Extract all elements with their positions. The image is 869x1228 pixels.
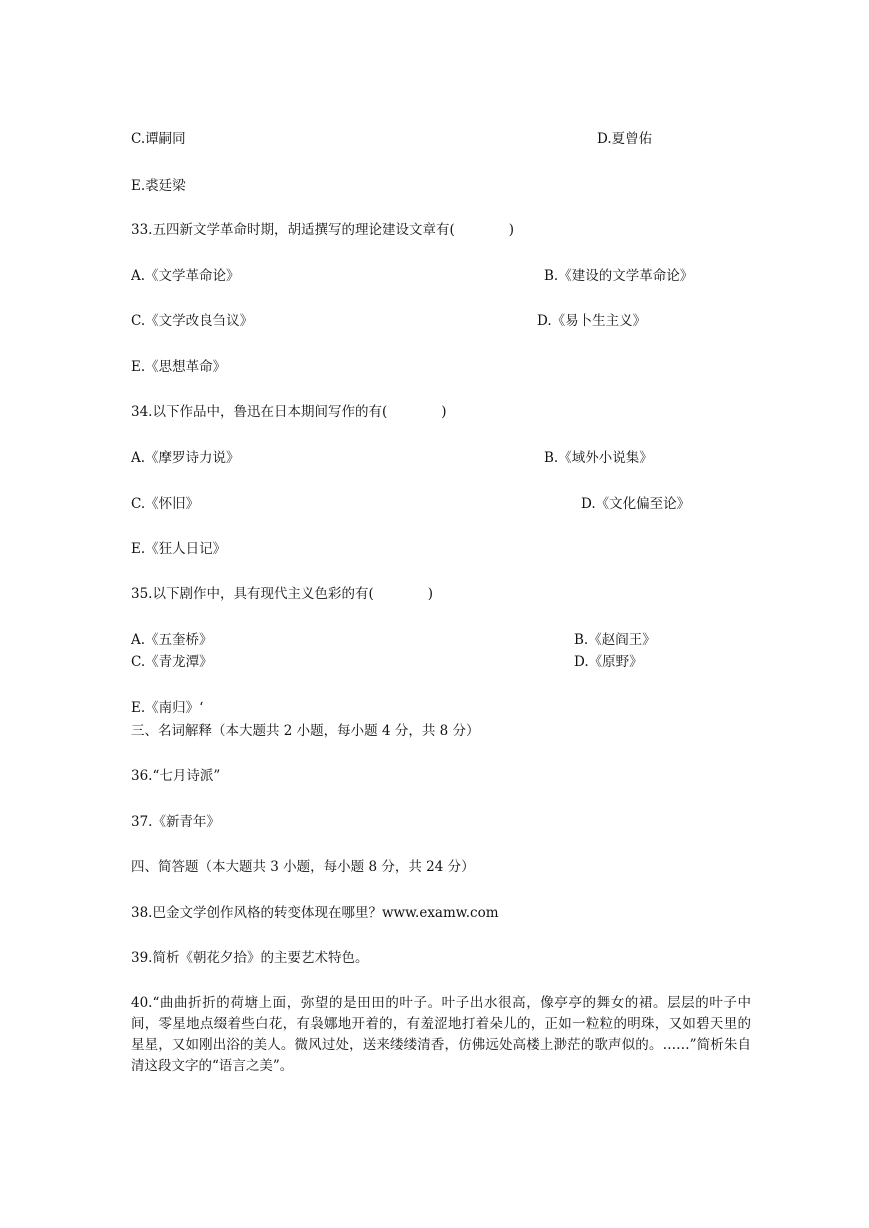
- section3-title: 三、名词解释（本大题共 2 小题，每小题 4 分，共 8 分）: [131, 723, 480, 739]
- q35-question: 35.以下剧作中，具有现代主义色彩的有( ): [131, 586, 434, 602]
- q34-option-a: A.《摩罗诗力说》: [131, 450, 240, 466]
- section4-title: 四、简答题（本大题共 3 小题，每小题 8 分，共 24 分）: [131, 859, 475, 875]
- q33-question: 33.五四新文学革命时期，胡适撰写的理论建设文章有( ): [131, 222, 515, 238]
- q35-option-b: B.《赵阎王》: [574, 632, 656, 648]
- q34-option-e: E.《狂人日记》: [131, 541, 227, 557]
- q33-option-a: A.《文学革命论》: [131, 268, 240, 284]
- q32-option-e: E.裘廷梁: [131, 178, 186, 194]
- q35-option-e: E.《南归》‘: [131, 700, 204, 716]
- q34-question: 34.以下作品中，鲁迅在日本期间写作的有( ): [131, 404, 447, 420]
- q33-option-e: E.《思想革命》: [131, 359, 227, 375]
- q34-option-d: D.《文化偏至论》: [581, 496, 691, 512]
- q39-question: 39.简析《朝花夕拾》的主要艺术特色。: [131, 950, 369, 966]
- q32-option-d: D.夏曾佑: [597, 131, 653, 147]
- q33-option-b: B.《建设的文学革命论》: [544, 268, 694, 284]
- q33-option-d: D.《易卜生主义》: [537, 313, 647, 329]
- q35-option-a: A.《五奎桥》: [131, 632, 213, 648]
- q35-option-d: D.《原野》: [574, 654, 643, 670]
- q35-option-c: C.《青龙潭》: [131, 654, 213, 670]
- q32-option-c: C.谭嗣同: [131, 131, 186, 147]
- q34-option-b: B.《域外小说集》: [544, 450, 653, 466]
- q40-question: 40.“曲曲折折的荷塘上面，弥望的是田田的叶子。叶子出水很高，像亭亭的舞女的裙。层层的叶子中间，零星地点缀着些白花，有袅娜地开着的，有羞涩地打着朵儿的，正如一粒粒的明珠，又如碧天里的星星，又如刚出浴的美人。微风过处，送来缕缕清香，仿佛远处高楼上渺茫的歌声似的。……”简析朱自清这段文字的“语言之美”。: [131, 995, 751, 1074]
- q38-question: 38.巴金文学创作风格的转变体现在哪里？www.examw.com: [131, 905, 499, 921]
- q33-option-c: C.《文学改良刍议》: [131, 313, 254, 329]
- q36-question: 36.“七月诗派”: [131, 768, 221, 784]
- q37-question: 37.《新青年》: [131, 814, 220, 830]
- q34-option-c: C.《怀旧》: [131, 496, 200, 512]
